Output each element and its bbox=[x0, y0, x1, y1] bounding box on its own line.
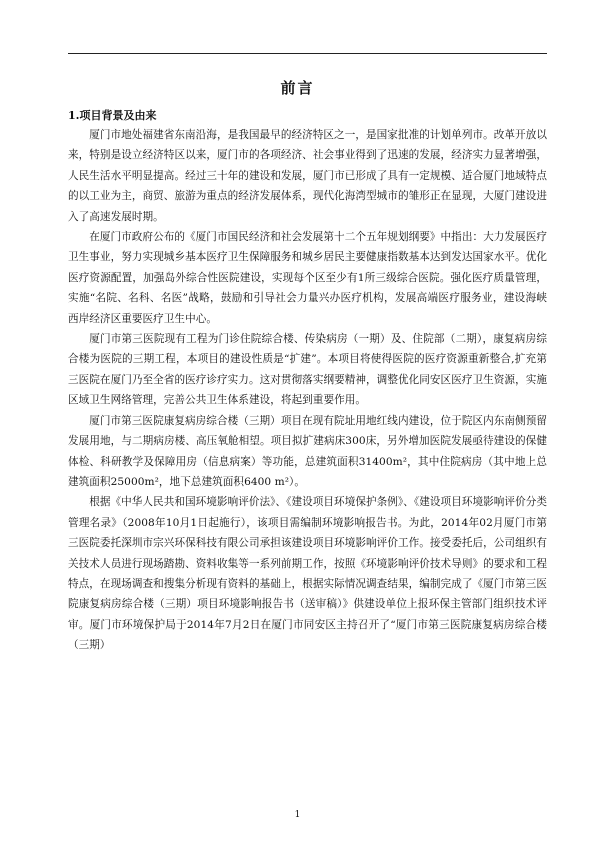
paragraph-eia-process: 根据《中华人民共和国环境影响评价法》、《建设项目环境保护条例》、《建设项目环境影响评价分类管理名录》（2008年10月1日起施行），该项目需编制环境影响报告书。为此，2014年02月厦门市第三医院委托深圳市宗兴环保科技有限公司承担该建设项目环境影响评价工作。接受委托后，公司组织有关技术人员进行现场踏勘、资料收集等一系列前期工作，按照《环境影响评价技术导则》的要求和工程特点，在现场调查和搜集分析现有资料的基础上，根据实际情况调查结果，编制完成了《厦门市第三医院康复病房综合楼（三期）项目环境影响报告书（送审稿）》供建设单位上报环保主管部门组织技术评审。厦门市环境保护局于2014年7月2日在厦门市同安区主持召开了“厦门市第三医院康复病房综合楼（三期） bbox=[68, 496, 547, 652]
section-heading: 1.项目背景及由来 bbox=[68, 109, 157, 122]
paragraph-plan: 在厦门市政府公布的《厦门市国民经济和社会发展第十二个五年规划纲要》中指出：大力发展医疗卫生事业，努力实现城乡基本医疗卫生保障服务和城乡居民主要健康指数基本达到发达国家水平。优化医疗资源配置，加强岛外综合性医院建设，实现每个区至少有1所三级综合医院。强化医疗质量管理，实施“名院、名科、名医”战略，鼓励和引导社会力量兴办医疗机构，发展高端医疗服务业，建设海峡西岸经济区重要医疗卫生中心。 bbox=[68, 231, 547, 325]
paragraph-background: 厦门市地处福建省东南沿海，是我国最早的经济特区之一，是国家批准的计划单列市。改革开放以来，特别是设立经济特区以来，厦门市的各项经济、社会事业得到了迅速的发展，经济实力显著增强，人民生活水平明显提高。经过三十年的建设和发展，厦门市已形成了具有一定规模、适合厦门地域特点的以工业为主，商贸、旅游为重点的经济发展体系，现代化海湾型城市的雏形正在显现，大厦门建设进入了高速发展时期。 bbox=[68, 129, 547, 223]
paragraph-existing-works: 厦门市第三医院现有工程为门诊住院综合楼、传染病房（一期）及、住院部（二期），康复病房综合楼为医院的三期工程，本项目的建设性质是“扩建”。本项目将使得医院的医疗资源重新整合,扩充第三医院在厦门乃至全省的医疗诊疗实力。这对贯彻落实纲要精神，调整优化同安区医疗卫生资源，实施区域卫生网络管理，完善公共卫生体系建设，将起到重要作用。 bbox=[68, 333, 547, 407]
paragraph-project-scope: 厦门市第三医院康复病房综合楼（三期）项目在现有院址用地红线内建设，位于院区内东南侧预留发展用地，与二期病房楼、高压氧舱相望。项目拟扩建病床300床，另外增加医院发展亟待建设的保健体检、科研教学及保障用房（信息病案）等功能，总建筑面积31400m²，其中住院病房（其中地上总建筑面积25000m²，地下总建筑面积6400 m²）。 bbox=[68, 414, 547, 488]
header-rule bbox=[68, 53, 547, 54]
document-title: 前言 bbox=[280, 79, 315, 97]
document-body bbox=[68, 125, 547, 656]
page-number: 1 bbox=[294, 810, 301, 820]
